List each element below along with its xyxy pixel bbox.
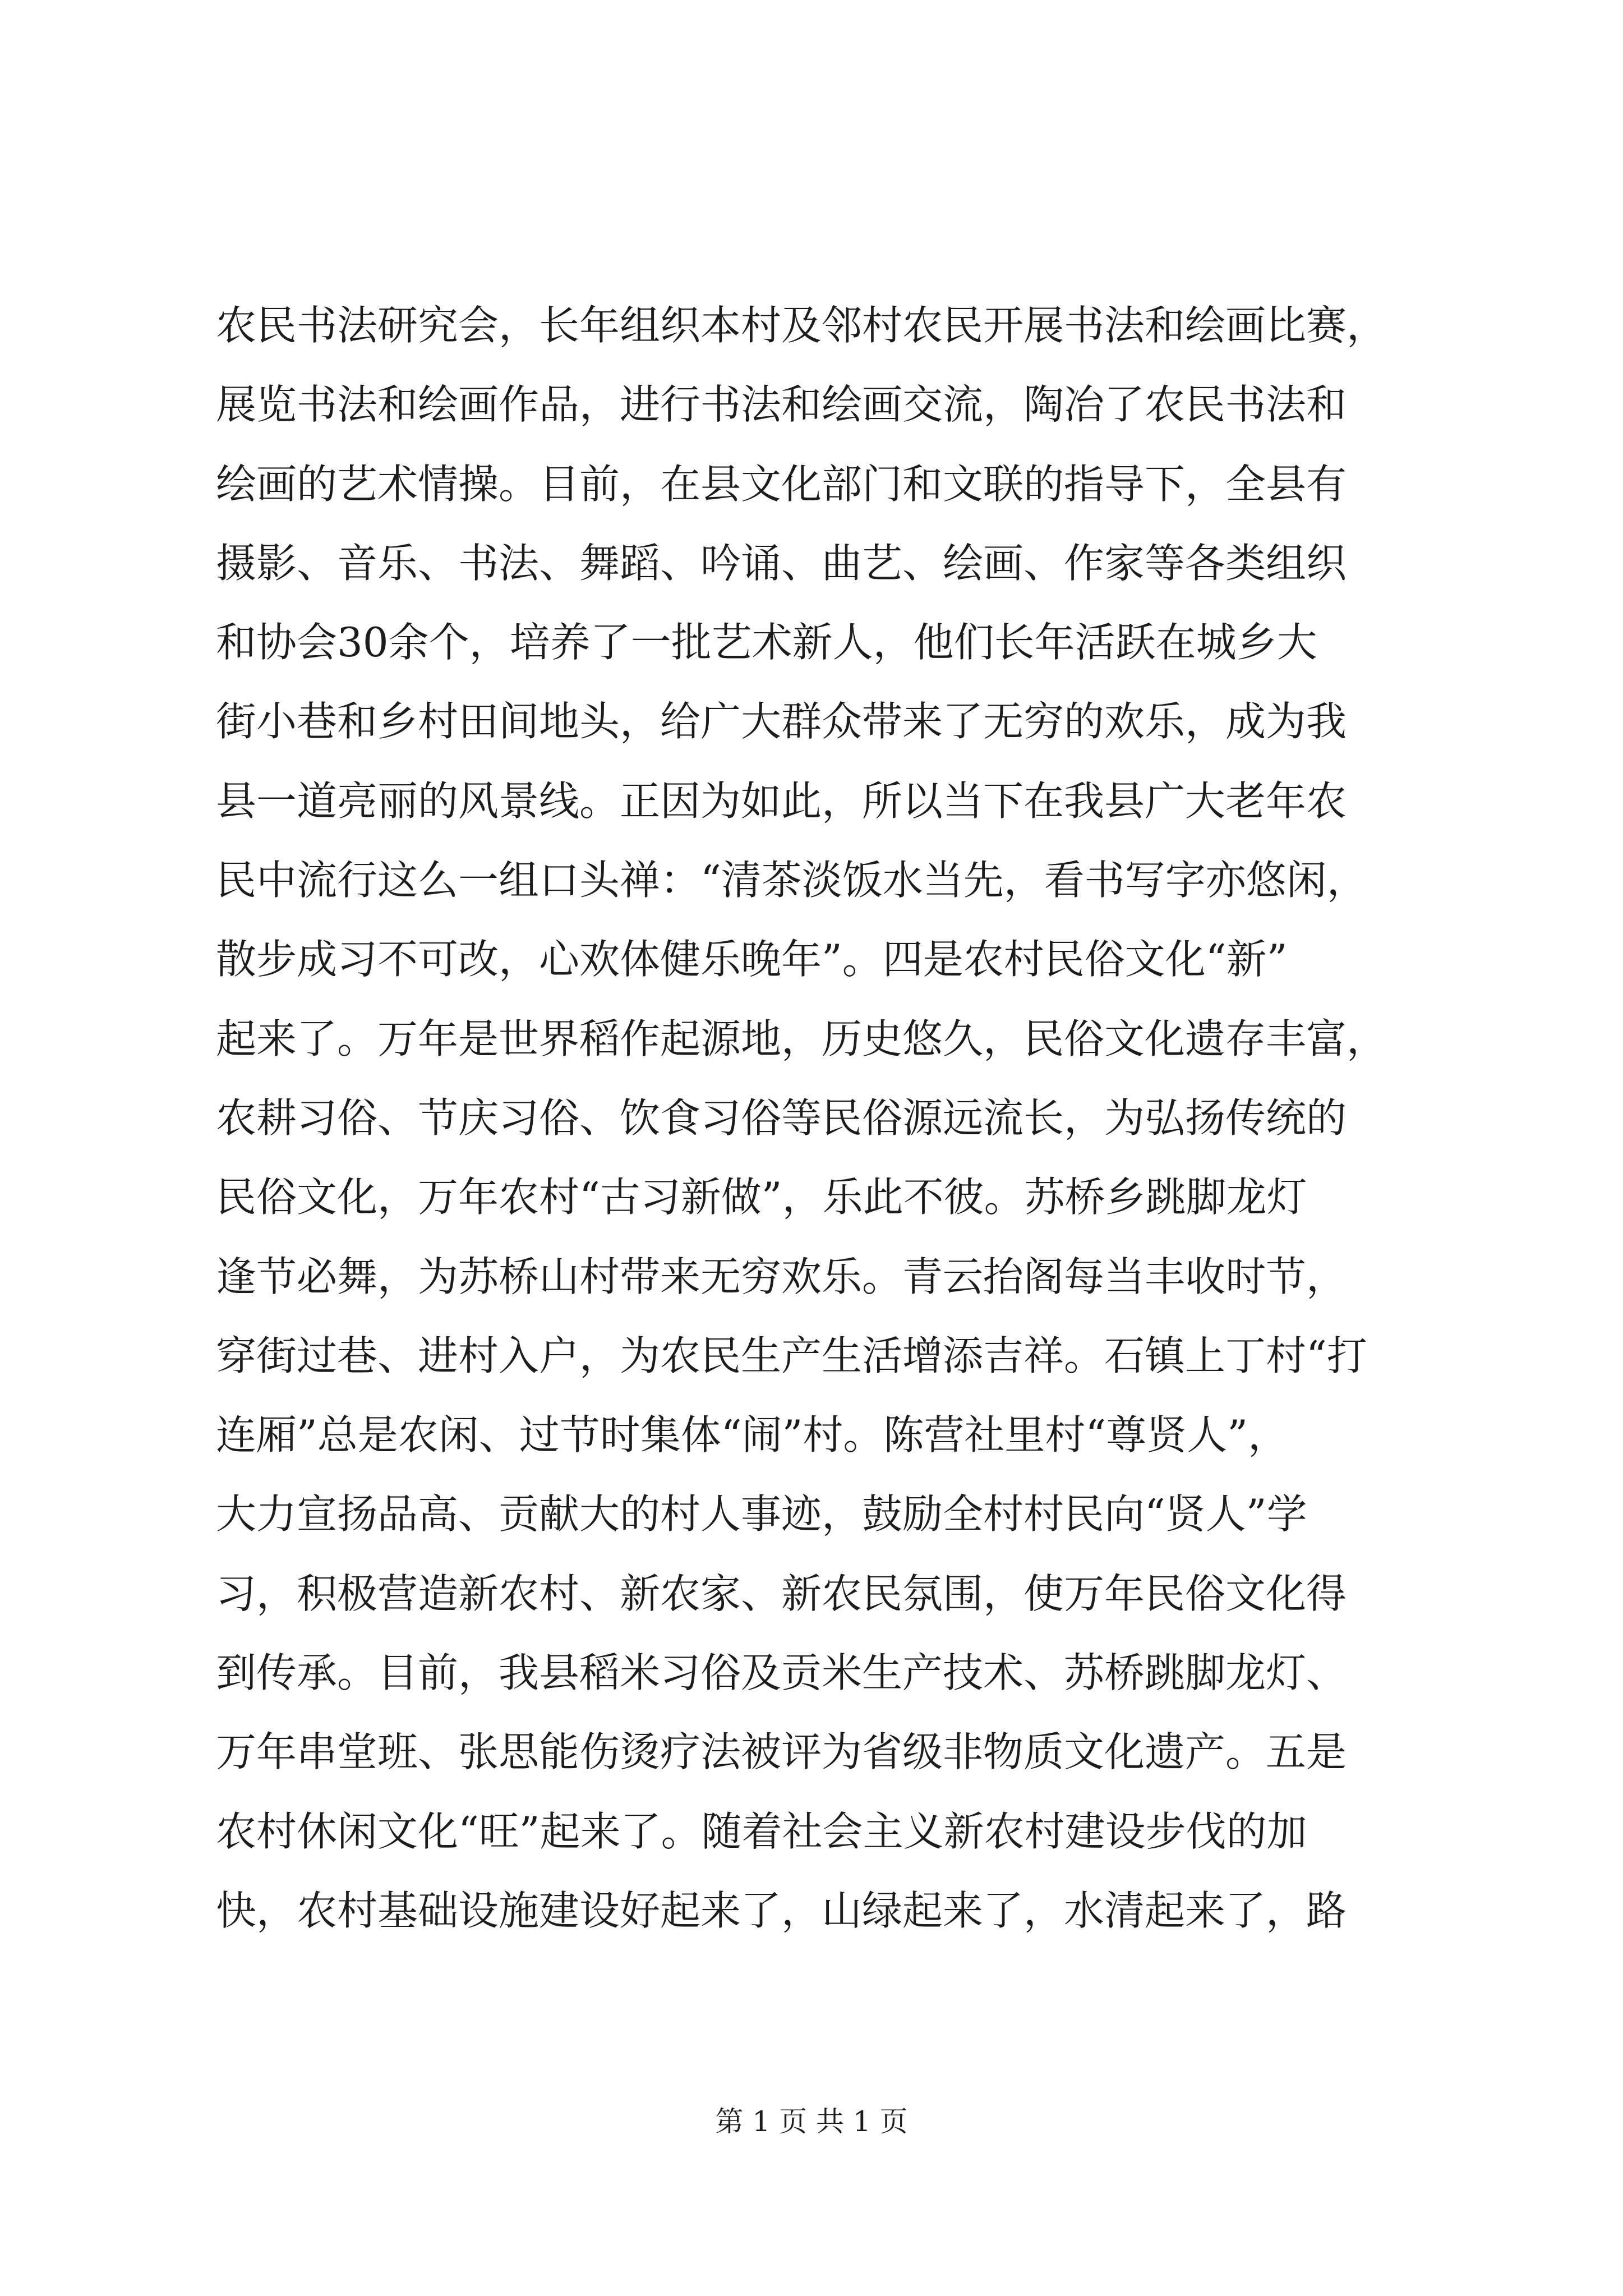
text-line: 到传承。目前，我县稻米习俗及贡米生产技术、苏桥跳脚龙灯、 xyxy=(216,1649,1347,1697)
text-line: 快，农村基础设施建设好起来了，山绿起来了，水清起来了，路 xyxy=(216,1887,1347,1934)
text-line: 和协会30余个，培养了一批艺术新人，他们长年活跃在城乡大 xyxy=(216,619,1317,666)
text-line: 展览书法和绘画作品，进行书法和绘画交流，陶冶了农民书法和 xyxy=(216,381,1347,429)
body-paragraph xyxy=(216,286,1427,1950)
text-line: 穿街过巷、进村入户，为农民生产生活增添吉祥。石镇上丁村“打 xyxy=(216,1332,1367,1379)
text-line: 县一道亮丽的风景线。正因为如此，所以当下在我县广大老年农 xyxy=(216,777,1347,825)
text-line: 大力宣扬品高、贡献大的村人事迹，鼓励全村村民向“贤人”学 xyxy=(216,1490,1307,1538)
text-line: 绘画的艺术情操。目前，在县文化部门和文联的指导下，全县有 xyxy=(216,460,1347,508)
text-line: 农耕习俗、节庆习俗、饮食习俗等民俗源远流长，为弘扬传统的 xyxy=(216,1094,1347,1142)
text-line: 起来了。万年是世界稻作起源地，历史悠久，民俗文化遗存丰富， xyxy=(216,1015,1387,1062)
text-line: 农民书法研究会，长年组织本村及邻村农民开展书法和绘画比赛， xyxy=(216,302,1387,349)
text-line: 连厢”总是农闲、过节时集体“闹”村。陈营社里村“尊贤人”， xyxy=(216,1411,1289,1459)
text-line: 散步成习不可改，心欢体健乐晚年”。四是农村民俗文化“新” xyxy=(216,936,1288,983)
text-line: 逢节必舞，为苏桥山村带来无穷欢乐。青云抬阁每当丰收时节， xyxy=(216,1253,1347,1300)
text-line: 农村休闲文化“旺”起来了。随着社会主义新农村建设步伐的加 xyxy=(216,1807,1307,1855)
text-line: 民中流行这么一组口头禅：“清茶淡饭水当先，看书写字亦悠闲， xyxy=(216,857,1367,904)
text-line: 民俗文化，万年农村“古习新做”，乐此不彼。苏桥乡跳脚龙灯 xyxy=(216,1174,1307,1221)
text-line: 摄影、音乐、书法、舞蹈、吟诵、曲艺、绘画、作家等各类组织 xyxy=(216,539,1347,587)
page-number-footer: 第 1 页 共 1 页 xyxy=(715,2105,908,2138)
text-line: 万年串堂班、张思能伤烫疗法被评为省级非物质文化遗产。五是 xyxy=(216,1728,1347,1776)
text-line: 习，积极营造新农村、新农家、新农民氛围，使万年民俗文化得 xyxy=(216,1570,1347,1617)
text-line: 街小巷和乡村田间地头，给广大群众带来了无穷的欢乐，成为我 xyxy=(216,698,1347,746)
